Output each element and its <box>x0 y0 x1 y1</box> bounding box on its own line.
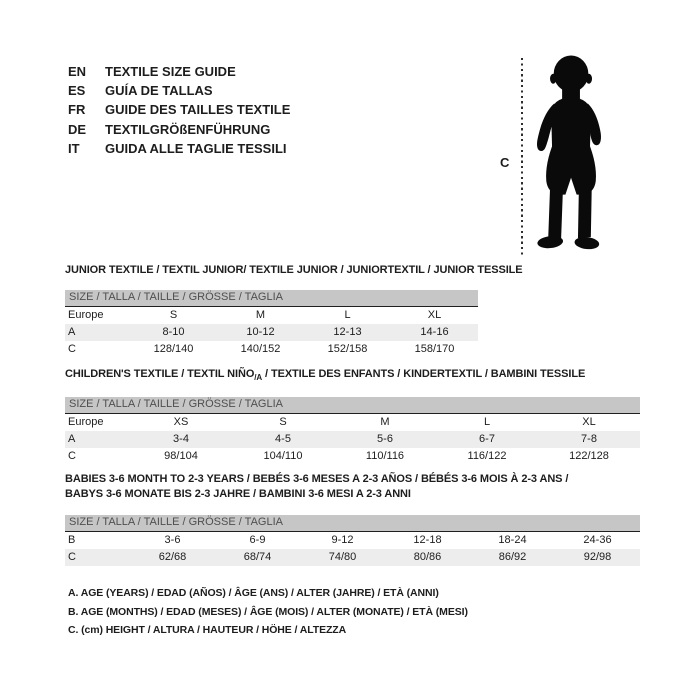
language-row <box>68 139 290 158</box>
table-title <box>65 472 640 502</box>
title-line-2: BABYS 3-6 MONATE BIS 2-3 JAHRE / BAMBINI 3-6 MESI A 2-3 ANNI <box>65 488 411 500</box>
language-code: DE <box>68 121 87 137</box>
cell: 140/152 <box>240 343 281 355</box>
cell: 9-12 <box>331 534 354 546</box>
cell: S <box>279 416 287 429</box>
legend-notes <box>68 584 468 640</box>
babies-size-table <box>65 472 640 566</box>
junior-size-table <box>65 264 523 358</box>
table-row <box>65 414 640 431</box>
row-label: A <box>68 433 76 446</box>
note-c: C. (cm) HEIGHT / ALTURA / HAUTEUR / HÖHE / ALTEZZA <box>68 624 347 636</box>
language-row <box>68 120 290 139</box>
size-header-bar: SIZE / TALLA / TAILLE / GRÖSSE / TAGLIA <box>65 290 478 307</box>
cell: XL <box>427 309 442 321</box>
row-label: Europe <box>68 416 104 429</box>
cell: 152/158 <box>327 343 368 355</box>
language-code: FR <box>68 102 86 118</box>
cell: 7-8 <box>581 433 597 446</box>
language-code: ES <box>68 83 86 99</box>
language-header <box>68 62 290 158</box>
table-row <box>65 431 640 448</box>
cell: 80/86 <box>413 551 442 563</box>
row-label: C <box>68 551 76 563</box>
table-title <box>65 368 640 384</box>
language-label: GUIDE DES TAILLES TEXTILE <box>105 102 291 118</box>
cell: 8-10 <box>162 326 185 338</box>
cell: 24-36 <box>583 534 612 546</box>
cell: L <box>344 309 351 321</box>
cell: 74/80 <box>328 551 357 563</box>
cell: L <box>483 416 491 429</box>
cell: 98/104 <box>164 450 198 463</box>
title-main: CHILDREN'S TEXTILE / TEXTIL NIÑO <box>65 368 255 380</box>
table-title: JUNIOR TEXTILE / TEXTIL JUNIOR/ TEXTILE JUNIOR / JUNIORTEXTIL / JUNIOR TESSILE <box>65 264 523 276</box>
cell: 62/68 <box>158 551 187 563</box>
table-row <box>65 307 478 324</box>
cell: 110/116 <box>365 450 405 463</box>
cell: 92/98 <box>583 551 612 563</box>
title-rest: / TEXTILE DES ENFANTS / KINDERTEXTIL / BAMBINI TESSILE <box>262 368 586 380</box>
toddler-silhouette-icon <box>527 54 621 261</box>
cell: 158/170 <box>414 343 455 355</box>
language-code: EN <box>68 64 87 80</box>
height-measure-dotted-line <box>521 58 523 256</box>
cell: 12-18 <box>413 534 442 546</box>
note-b: B. AGE (MONTHS) / EDAD (MESES) / ÂGE (MOIS) / ALTER (MONATE) / ETÀ (MESI) <box>68 605 468 618</box>
cell: 122/128 <box>569 450 609 463</box>
cell: 3-4 <box>173 433 189 446</box>
row-label: C <box>68 450 76 463</box>
cell: 3-6 <box>164 534 181 546</box>
cell: S <box>169 309 178 321</box>
cell: 128/140 <box>153 343 194 355</box>
row-label: A <box>68 326 76 338</box>
table-row <box>65 532 640 549</box>
cell: 4-5 <box>275 433 291 446</box>
table-row <box>65 448 640 465</box>
cell: 14-16 <box>420 326 449 338</box>
language-code: IT <box>68 140 80 156</box>
row-label: Europe <box>68 309 104 321</box>
children-size-table <box>65 368 640 465</box>
language-row <box>68 62 290 81</box>
cell: M <box>255 309 266 321</box>
height-measure-label: C <box>500 155 510 170</box>
cell: M <box>380 416 390 429</box>
cell: 12-13 <box>333 326 362 338</box>
title-sub: /A <box>254 373 263 383</box>
language-label: TEXTILE SIZE GUIDE <box>105 64 236 80</box>
table-row <box>65 341 478 358</box>
cell: 86/92 <box>498 551 527 563</box>
cell: 5-6 <box>377 433 393 446</box>
language-label: GUÍA DE TALLAS <box>105 83 213 99</box>
cell: 6-9 <box>249 534 266 546</box>
table-row <box>65 324 478 341</box>
size-header-bar: SIZE / TALLA / TAILLE / GRÖSSE / TAGLIA <box>65 397 640 414</box>
cell: XS <box>173 416 189 429</box>
cell: 18-24 <box>498 534 527 546</box>
language-label: GUIDA ALLE TAGLIE TESSILI <box>105 140 287 156</box>
title-line-1: BABIES 3-6 MONTH TO 2-3 YEARS / BEBÉS 3-6 MESES A 2-3 AÑOS / BÉBÉS 3-6 MOIS À 2-3 ANS / <box>65 473 569 485</box>
language-row <box>68 100 290 119</box>
row-label: C <box>68 343 76 355</box>
cell: 68/74 <box>243 551 272 563</box>
cell: 6-7 <box>479 433 495 446</box>
table-row <box>65 549 640 566</box>
language-row <box>68 81 290 100</box>
cell: XL <box>582 416 596 429</box>
row-label: B <box>68 534 76 546</box>
cell: 10-12 <box>246 326 275 338</box>
language-label: TEXTILGRÖßENFÜHRUNG <box>105 121 271 137</box>
note-a: A. AGE (YEARS) / EDAD (AÑOS) / ÂGE (ANS) / ALTER (JAHRE) / ETÀ (ANNI) <box>68 587 439 599</box>
cell: 116/122 <box>467 450 507 463</box>
size-header-bar: SIZE / TALLA / TAILLE / GRÖSSE / TAGLIA <box>65 515 640 532</box>
cell: 104/110 <box>263 450 303 463</box>
